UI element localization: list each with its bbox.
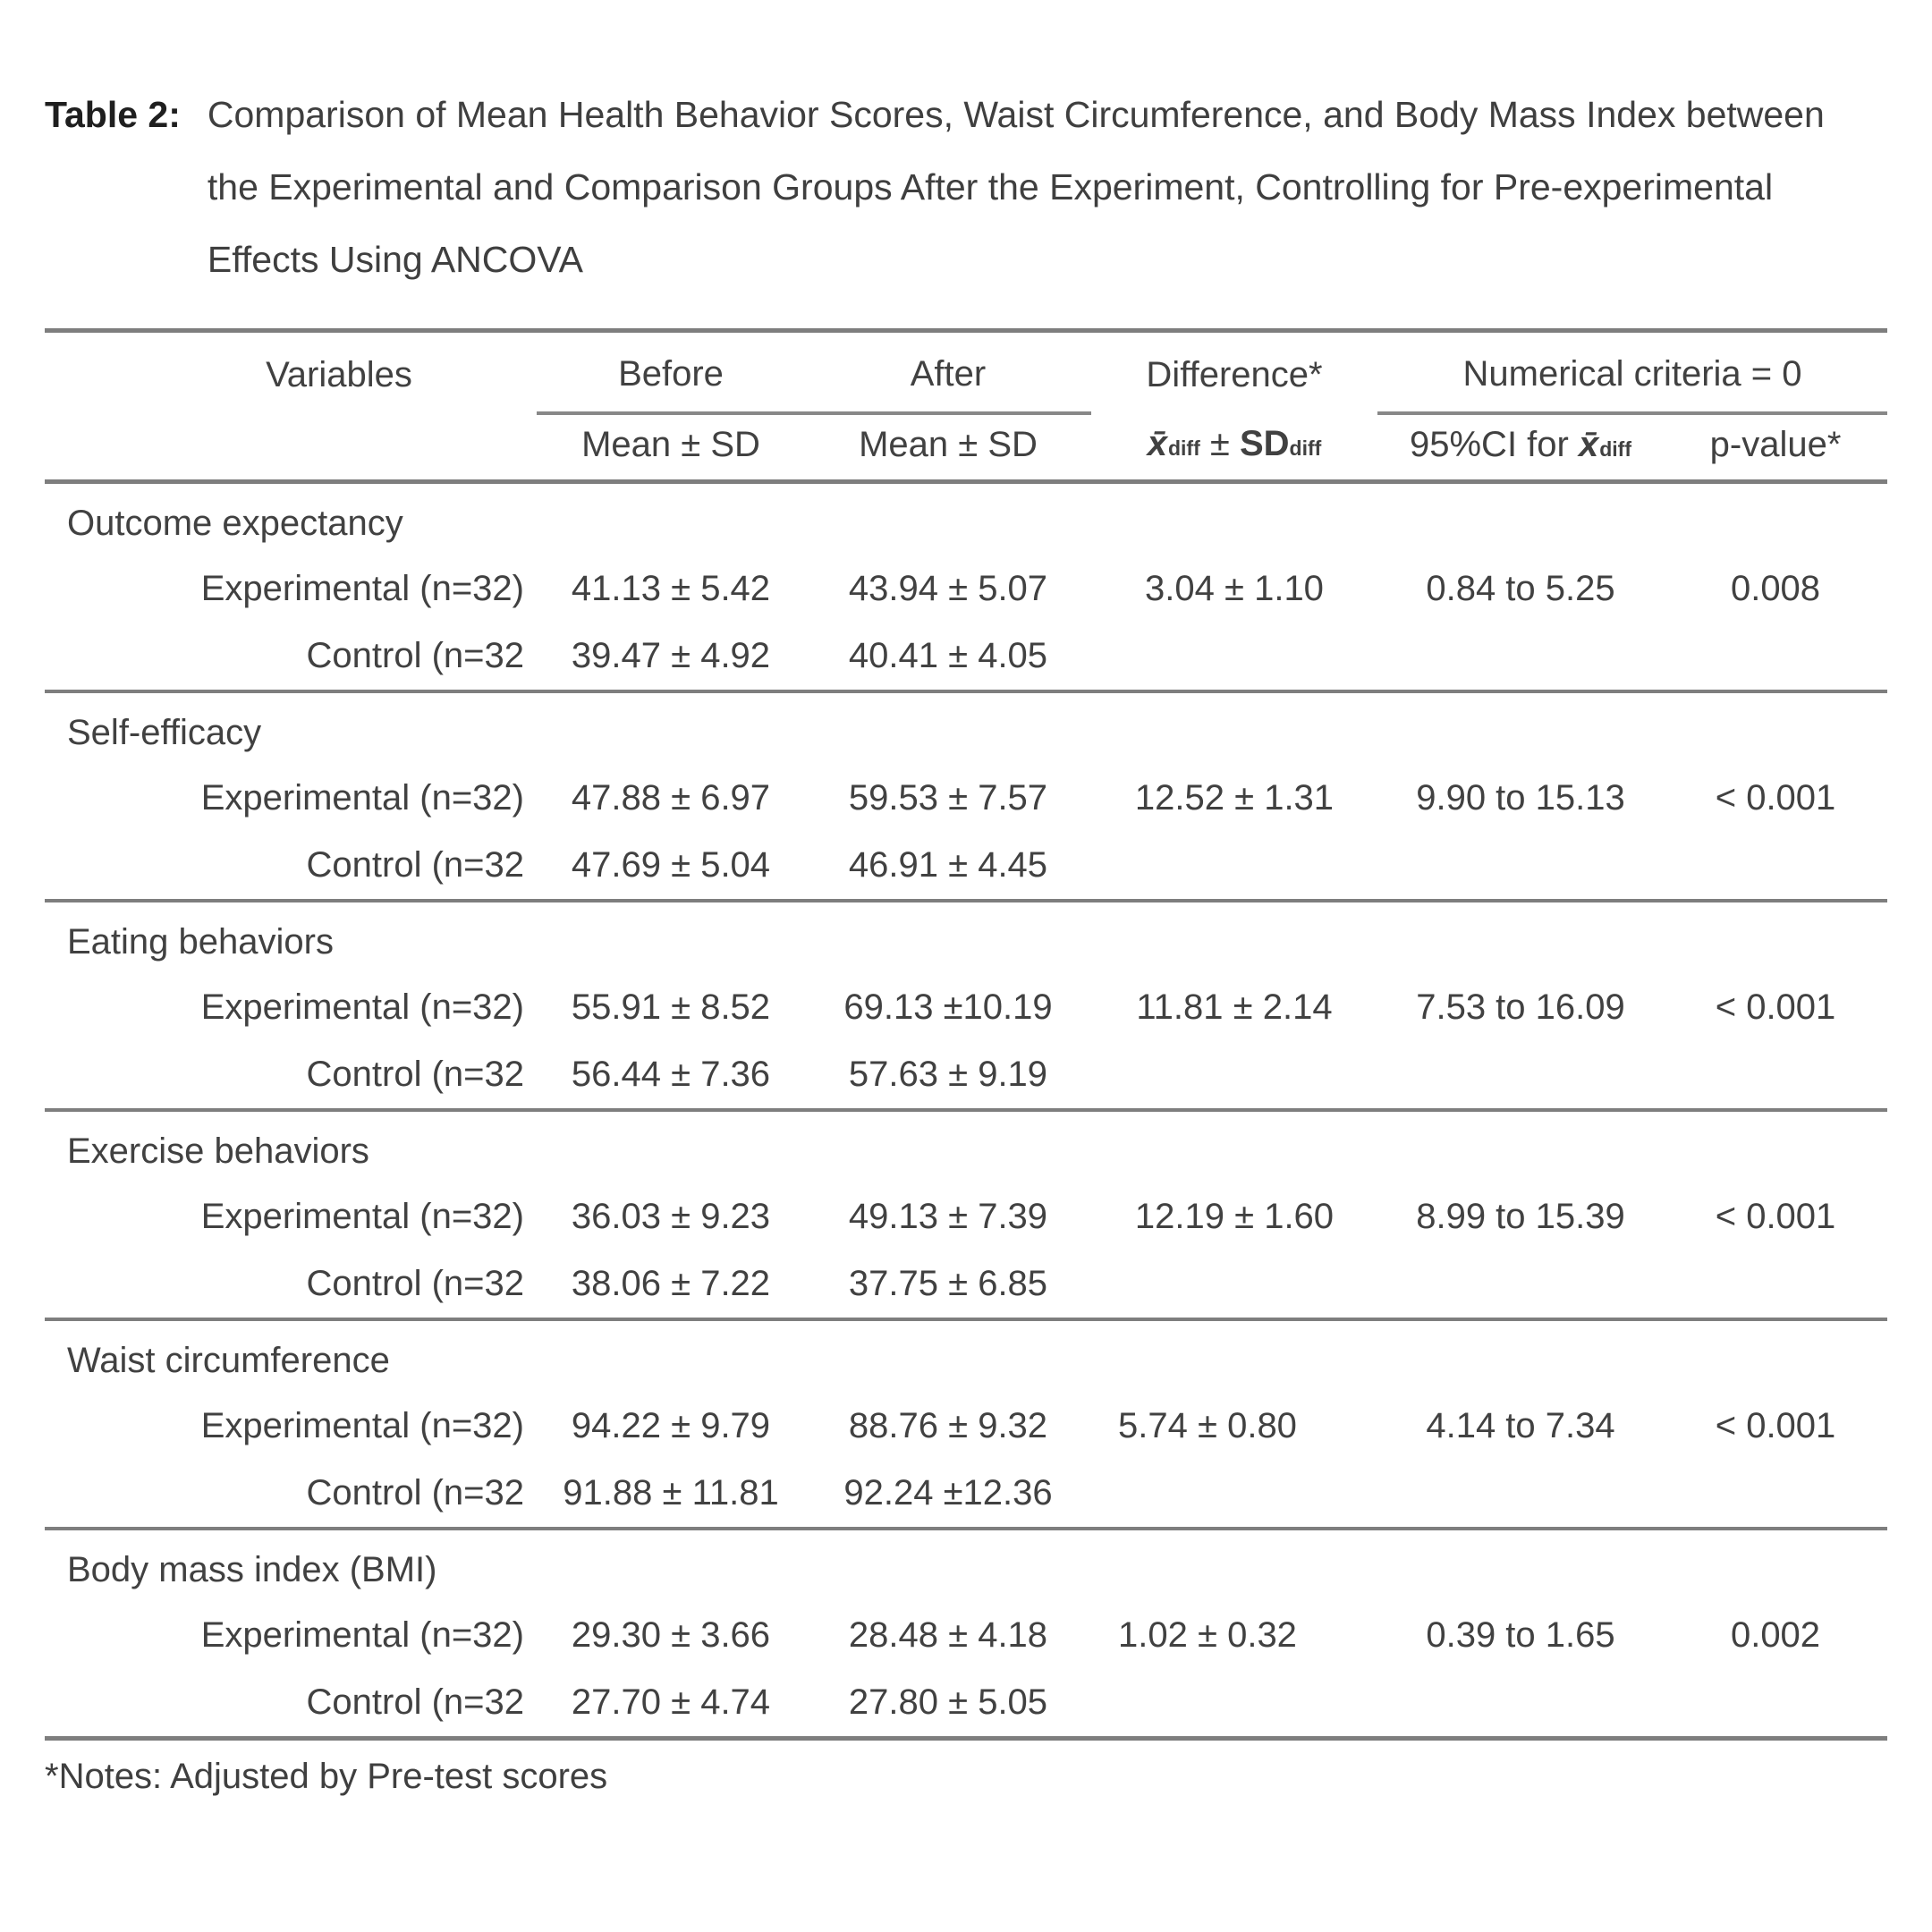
- empty-cell: [1664, 1041, 1887, 1110]
- before-value: 55.91 ± 8.52: [571, 987, 771, 1027]
- experimental-row: [45, 765, 1887, 832]
- row-label: Control (n=32: [45, 1250, 537, 1319]
- section-waist-circumference: [45, 1319, 1887, 1529]
- section-exercise-behaviors: [45, 1110, 1887, 1319]
- after-value: 59.53 ± 7.57: [848, 778, 1048, 818]
- xbar-symbol: x̄: [1578, 424, 1600, 464]
- control-row: [45, 1460, 1887, 1529]
- header-before: Before: [537, 331, 805, 414]
- empty-cell: [1091, 1529, 1377, 1602]
- section-label: Waist circumference: [67, 1340, 390, 1380]
- empty-cell: [1377, 1319, 1664, 1393]
- sd-symbol: SD: [1239, 423, 1290, 463]
- before-value: 36.03 ± 9.23: [571, 1197, 771, 1236]
- difference-value: [1091, 1393, 1377, 1460]
- empty-cell: [1664, 482, 1887, 556]
- after-value: 40.41 ± 4.05: [805, 623, 1091, 691]
- row-label: Experimental (n=32): [200, 1406, 524, 1445]
- before-value: 27.70 ± 4.74: [537, 1669, 805, 1739]
- header-after: After: [805, 331, 1091, 414]
- group-row: [45, 901, 1887, 974]
- empty-cell: [1377, 691, 1664, 765]
- empty-cell: [1377, 623, 1664, 691]
- empty-cell: [1091, 832, 1377, 901]
- diff-subscript: diff: [1289, 436, 1322, 460]
- section-eating-behaviors: [45, 901, 1887, 1110]
- empty-cell: [1664, 1319, 1887, 1393]
- after-value: 46.91 ± 4.45: [805, 832, 1091, 901]
- empty-cell: [45, 413, 537, 482]
- ancova-table: [45, 328, 1887, 1741]
- before-value: 39.47 ± 4.92: [537, 623, 805, 691]
- header-xdiff-sddiff: [1091, 413, 1377, 482]
- table-caption-text: [208, 79, 1825, 296]
- before-value: 56.44 ± 7.36: [537, 1041, 805, 1110]
- ci-value: 0.39 to 1.65: [1426, 1615, 1615, 1655]
- empty-cell: [1664, 1529, 1887, 1602]
- empty-cell: [1091, 1460, 1377, 1529]
- difference-value: 3.04 ± 1.10: [1145, 569, 1324, 608]
- p-value: < 0.001: [1715, 987, 1836, 1027]
- before-value: 47.88 ± 6.97: [571, 778, 771, 818]
- empty-cell: [1091, 623, 1377, 691]
- row-label: Experimental (n=32): [200, 1197, 524, 1236]
- empty-cell: [1091, 1250, 1377, 1319]
- empty-cell: [1664, 901, 1887, 974]
- header-difference: Difference*: [1146, 354, 1323, 394]
- row-label: Control (n=32: [45, 1669, 537, 1739]
- section-label: Exercise behaviors: [67, 1131, 369, 1171]
- experimental-row: [45, 1393, 1887, 1460]
- section-body-mass-index: [45, 1529, 1887, 1739]
- group-row: [45, 1529, 1887, 1602]
- ci-value: 0.84 to 5.25: [1426, 569, 1615, 608]
- difference-value: 12.52 ± 1.31: [1134, 778, 1335, 818]
- header-mean-sd-before: Mean ± SD: [537, 413, 805, 482]
- section-label: Self-efficacy: [67, 712, 262, 752]
- after-value: 27.80 ± 5.05: [805, 1669, 1091, 1739]
- empty-cell: [1664, 1460, 1887, 1529]
- empty-cell: [537, 691, 805, 765]
- empty-cell: [537, 1529, 805, 1602]
- row-label: Control (n=32: [45, 1460, 537, 1529]
- section-label: Body mass index (BMI): [67, 1549, 437, 1589]
- after-value: 57.63 ± 9.19: [805, 1041, 1091, 1110]
- empty-cell: [537, 1110, 805, 1183]
- empty-cell: [537, 901, 805, 974]
- diff-subscript: diff: [1167, 436, 1200, 460]
- ci-value: 9.90 to 15.13: [1416, 778, 1625, 818]
- empty-cell: [1377, 1041, 1664, 1110]
- row-label: Control (n=32: [45, 1041, 537, 1110]
- after-value: 69.13 ±10.19: [843, 987, 1053, 1027]
- table-caption-label: Table 2:: [45, 94, 181, 135]
- caption-line-3: Effects Using ANCOVA: [207, 239, 583, 280]
- empty-cell: [805, 1529, 1091, 1602]
- empty-cell: [1377, 1669, 1664, 1739]
- header-p-value: p-value*: [1664, 413, 1887, 482]
- table-footnote: *Notes: Adjusted by Pre-test scores: [45, 1757, 608, 1796]
- header-variables: Variables: [266, 354, 412, 394]
- caption-line-2: the Experimental and Comparison Groups After the Experiment, Controlling for Pre-experimental: [207, 166, 1774, 208]
- diff-subscript: diff: [1599, 436, 1631, 461]
- section-outcome-expectancy: [45, 482, 1887, 692]
- row-label: Experimental (n=32): [200, 569, 524, 608]
- experimental-row: [45, 1183, 1887, 1250]
- empty-cell: [805, 1110, 1091, 1183]
- control-row: [45, 1669, 1887, 1739]
- empty-cell: [1377, 482, 1664, 556]
- control-row: [45, 832, 1887, 901]
- empty-cell: [1091, 1110, 1377, 1183]
- section-label: Eating behaviors: [67, 921, 334, 962]
- empty-cell: [1091, 901, 1377, 974]
- p-value: < 0.001: [1715, 1406, 1836, 1445]
- empty-cell: [1091, 691, 1377, 765]
- empty-cell: [1377, 1250, 1664, 1319]
- before-value: 94.22 ± 9.79: [571, 1406, 771, 1445]
- control-row: [45, 1250, 1887, 1319]
- difference-value: 12.19 ± 1.60: [1134, 1197, 1335, 1236]
- empty-cell: [1377, 1110, 1664, 1183]
- header-row-1: [45, 331, 1887, 414]
- ci-value: 8.99 to 15.39: [1416, 1197, 1625, 1236]
- group-row: [45, 1319, 1887, 1393]
- before-value: 38.06 ± 7.22: [537, 1250, 805, 1319]
- empty-cell: [1377, 901, 1664, 974]
- empty-cell: [1664, 1250, 1887, 1319]
- before-value: 47.69 ± 5.04: [537, 832, 805, 901]
- header-numerical-criteria: Numerical criteria = 0: [1377, 331, 1887, 414]
- ci-prefix: 95%CI for: [1410, 424, 1569, 464]
- experimental-row: [45, 974, 1887, 1041]
- empty-cell: [805, 901, 1091, 974]
- control-row: [45, 623, 1887, 691]
- group-row: [45, 482, 1887, 556]
- empty-cell: [1664, 691, 1887, 765]
- difference-text: 1.02 ± 0.32: [1118, 1615, 1297, 1655]
- difference-value: 11.81 ± 2.14: [1136, 987, 1333, 1027]
- table-caption: [45, 79, 1887, 296]
- after-value: 43.94 ± 5.07: [848, 569, 1048, 608]
- difference-text: 5.74 ± 0.80: [1118, 1406, 1297, 1445]
- control-row: [45, 1041, 1887, 1110]
- row-label: Control (n=32: [45, 623, 537, 691]
- caption-line-1: Comparison of Mean Health Behavior Scores, Waist Circumference, and Body Mass Index between: [207, 94, 1825, 135]
- empty-cell: [805, 482, 1091, 556]
- experimental-row: [45, 555, 1887, 623]
- row-label: Control (n=32: [45, 832, 537, 901]
- section-self-efficacy: [45, 691, 1887, 901]
- empty-cell: [805, 1319, 1091, 1393]
- before-value: 41.13 ± 5.42: [571, 569, 771, 608]
- empty-cell: [1377, 832, 1664, 901]
- p-value: < 0.001: [1715, 778, 1836, 818]
- p-value: 0.008: [1730, 569, 1821, 608]
- xbar-symbol: x̄: [1147, 423, 1168, 463]
- empty-cell: [1377, 1460, 1664, 1529]
- header-95ci: [1377, 413, 1664, 482]
- empty-cell: [805, 691, 1091, 765]
- before-value: 29.30 ± 3.66: [571, 1615, 771, 1655]
- after-value: 28.48 ± 4.18: [848, 1615, 1048, 1655]
- group-row: [45, 691, 1887, 765]
- p-value: < 0.001: [1715, 1197, 1836, 1236]
- row-label: Experimental (n=32): [200, 1615, 524, 1655]
- empty-cell: [1664, 623, 1887, 691]
- after-value: 37.75 ± 6.85: [805, 1250, 1091, 1319]
- header-row-2: [45, 413, 1887, 482]
- header-mean-sd-after: Mean ± SD: [805, 413, 1091, 482]
- group-row: [45, 1110, 1887, 1183]
- after-value: 88.76 ± 9.32: [848, 1406, 1048, 1445]
- empty-cell: [1091, 1041, 1377, 1110]
- experimental-row: [45, 1602, 1887, 1669]
- p-value: 0.002: [1730, 1615, 1821, 1655]
- empty-cell: [1664, 1669, 1887, 1739]
- plus-minus: ±: [1209, 423, 1230, 463]
- row-label: Experimental (n=32): [200, 987, 524, 1027]
- row-label: Experimental (n=32): [200, 778, 524, 818]
- empty-cell: [537, 482, 805, 556]
- empty-cell: [1091, 1319, 1377, 1393]
- empty-cell: [1664, 1110, 1887, 1183]
- empty-cell: [1377, 1529, 1664, 1602]
- empty-cell: [1664, 832, 1887, 901]
- empty-cell: [1091, 1669, 1377, 1739]
- ci-value: 4.14 to 7.34: [1426, 1406, 1615, 1445]
- after-value: 92.24 ±12.36: [805, 1460, 1091, 1529]
- difference-value: [1091, 1602, 1377, 1669]
- before-value: 91.88 ± 11.81: [537, 1460, 805, 1529]
- section-label: Outcome expectancy: [67, 503, 403, 543]
- after-value: 49.13 ± 7.39: [848, 1197, 1048, 1236]
- empty-cell: [1091, 482, 1377, 556]
- empty-cell: [537, 1319, 805, 1393]
- ci-value: 7.53 to 16.09: [1416, 987, 1625, 1027]
